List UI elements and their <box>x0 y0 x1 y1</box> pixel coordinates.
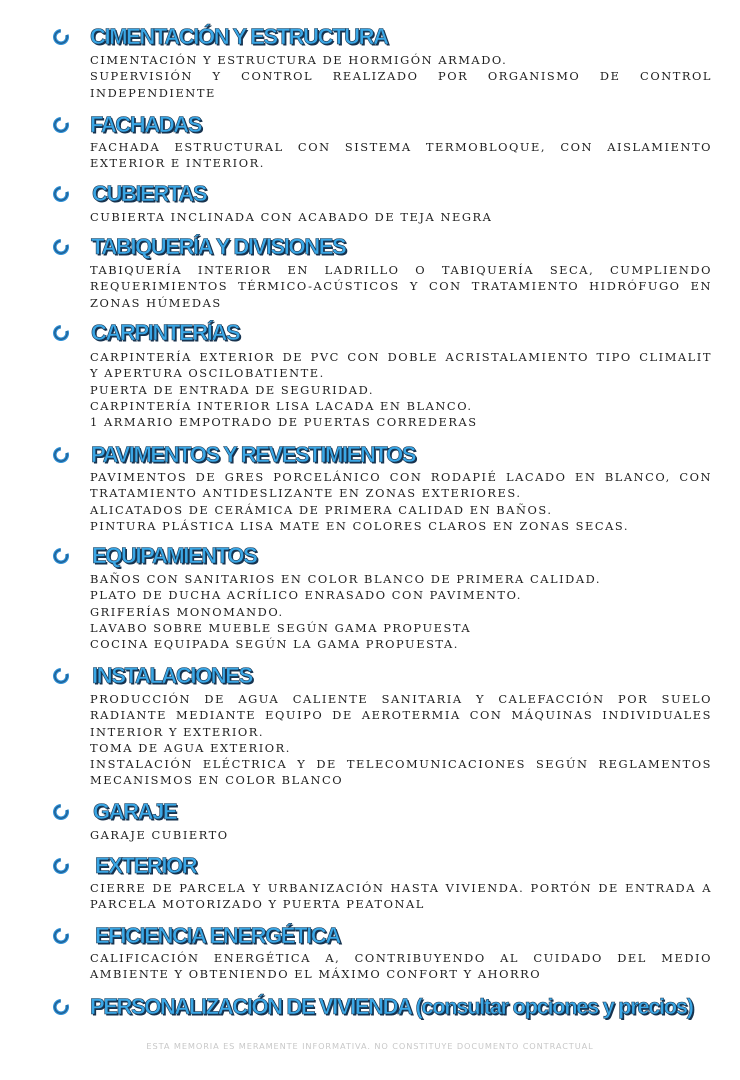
body-line: PLATO DE DUCHA ACRÍLICO ENRASADO CON PAVIMENTO. <box>90 588 522 603</box>
circle-arrow-icon <box>52 998 70 1016</box>
section-heading: EFICIENCIA ENERGÉTICA <box>95 923 340 948</box>
body-line: BAÑOS CON SANITARIOS EN COLOR BLANCO DE PRIMERA CALIDAD. <box>90 572 602 586</box>
body-line: EXTERIOR E INTERIOR. <box>90 156 265 171</box>
section-body <box>90 349 712 430</box>
body-line: GRIFERÍAS MONOMANDO. <box>90 604 284 619</box>
body-line: Y APERTURA OSCILOBATIENTE. <box>90 366 325 381</box>
body-line: PARCELA MOTORIZADO Y PUERTA PEATONAL <box>90 897 425 912</box>
section-body <box>90 209 712 225</box>
body-line: AMBIENTE Y OBTENIENDO EL MÁXIMO CONFORT Y AHORRO <box>90 967 542 982</box>
section-body <box>90 52 712 101</box>
body-line: GARAJE CUBIERTO <box>90 828 229 842</box>
circle-arrow-icon <box>52 667 70 685</box>
body-line: INDEPENDIENTE <box>90 85 216 100</box>
body-line: REQUERIMIENTOS TÉRMICO-ACÚSTICOS Y CON TRATAMIENTO HIDRÓFUGO EN <box>90 279 712 294</box>
body-line: PUERTA DE ENTRADA DE SEGURIDAD. <box>90 382 375 397</box>
circle-arrow-icon <box>52 324 70 342</box>
circle-arrow-icon <box>52 927 70 945</box>
circle-arrow-icon <box>52 446 70 464</box>
body-line: PINTURA PLÁSTICA LISA MATE EN COLORES CLAROS EN ZONAS SECAS. <box>90 518 630 533</box>
section-heading: CIMENTACIÓN Y ESTRUCTURA <box>90 24 388 49</box>
body-line: CALIFICACIÓN ENERGÉTICA A, CONTRIBUYENDO AL CUIDADO DEL MEDIO <box>90 951 712 965</box>
body-line: TRATAMIENTO ANTIDESLIZANTE EN ZONAS EXTERIORES. <box>90 486 522 501</box>
section-heading: CARPINTERÍAS <box>91 320 240 345</box>
section-body <box>90 827 712 843</box>
disclaimer-footer: ESTA MEMORIA ES MERAMENTE INFORMATIVA. NO CONSTITUYE DOCUMENTO CONTRACTUAL <box>146 1041 594 1051</box>
body-line: 1 ARMARIO EMPOTRADO DE PUERTAS CORREDERAS <box>90 415 478 430</box>
body-line: PAVIMENTOS DE GRES PORCELÁNICO CON RODAPIÉ LACADO EN BLANCO, CON <box>90 470 712 484</box>
body-line: ZONAS HÚMEDAS <box>90 295 222 310</box>
section-body <box>90 950 712 983</box>
circle-arrow-icon <box>52 547 70 565</box>
section-heading: CUBIERTAS <box>92 181 207 206</box>
section-body <box>90 571 712 652</box>
section-heading: FACHADAS <box>90 112 202 137</box>
section-body <box>90 880 712 913</box>
circle-arrow-icon <box>52 116 70 134</box>
circle-arrow-icon <box>52 803 70 821</box>
section-heading: PERSONALIZACIÓN DE VIVIENDA (consultar opciones y precios) <box>90 994 693 1019</box>
section-heading: TABIQUERÍA Y DIVISIONES <box>91 234 346 259</box>
section-heading: GARAJE <box>93 799 177 824</box>
section-heading: EXTERIOR <box>95 853 197 878</box>
body-line: MECANISMOS EN COLOR BLANCO <box>90 773 344 788</box>
section-heading: INSTALACIONES <box>92 663 252 688</box>
body-line: INSTALACIÓN ELÉCTRICA Y DE TELECOMUNICACIONES SEGÚN REGLAMENTOS <box>90 757 712 772</box>
body-line: CIMENTACIÓN Y ESTRUCTURA DE HORMIGÓN ARMADO. <box>90 53 508 67</box>
body-line: CIERRE DE PARCELA Y URBANIZACIÓN HASTA VIVIENDA. PORTÓN DE ENTRADA A <box>90 881 712 895</box>
section-body <box>90 262 712 311</box>
section-heading: PAVIMENTOS Y REVESTIMIENTOS <box>91 442 416 467</box>
body-line: TABIQUERÍA INTERIOR EN LADRILLO O TABIQUERÍA SECA, CUMPLIENDO <box>90 263 712 277</box>
body-line: LAVABO SOBRE MUEBLE SEGÚN GAMA PROPUESTA <box>90 620 472 635</box>
body-line: CARPINTERÍA INTERIOR LISA LACADA EN BLANCO. <box>90 398 473 413</box>
section-body <box>90 469 712 534</box>
circle-arrow-icon <box>52 28 70 46</box>
body-line: COCINA EQUIPADA SEGÚN LA GAMA PROPUESTA. <box>90 637 459 652</box>
section-heading: EQUIPAMIENTOS <box>92 543 257 568</box>
body-line: CARPINTERÍA EXTERIOR DE PVC CON DOBLE ACRISTALAMIENTO TIPO CLIMALIT <box>90 350 712 364</box>
body-line: CUBIERTA INCLINADA CON ACABADO DE TEJA NEGRA <box>90 210 493 224</box>
body-line: PRODUCCIÓN DE AGUA CALIENTE SANITARIA Y CALEFACCIÓN POR SUELO <box>90 692 712 706</box>
body-line: ALICATADOS DE CERÁMICA DE PRIMERA CALIDAD EN BAÑOS. <box>90 502 553 517</box>
body-line: SUPERVISIÓN Y CONTROL REALIZADO POR ORGANISMO DE CONTROL <box>90 69 712 84</box>
body-line: FACHADA ESTRUCTURAL CON SISTEMA TERMOBLOQUE, CON AISLAMIENTO <box>90 140 712 154</box>
body-line: TOMA DE AGUA EXTERIOR. <box>90 740 291 755</box>
body-line: RADIANTE MEDIANTE EQUIPO DE AEROTERMIA CON MÁQUINAS INDIVIDUALES <box>90 708 712 723</box>
circle-arrow-icon <box>52 238 70 256</box>
circle-arrow-icon <box>52 185 70 203</box>
body-line: INTERIOR Y EXTERIOR. <box>90 724 265 739</box>
circle-arrow-icon <box>52 857 70 875</box>
section-body <box>90 691 712 789</box>
section-body <box>90 139 712 172</box>
